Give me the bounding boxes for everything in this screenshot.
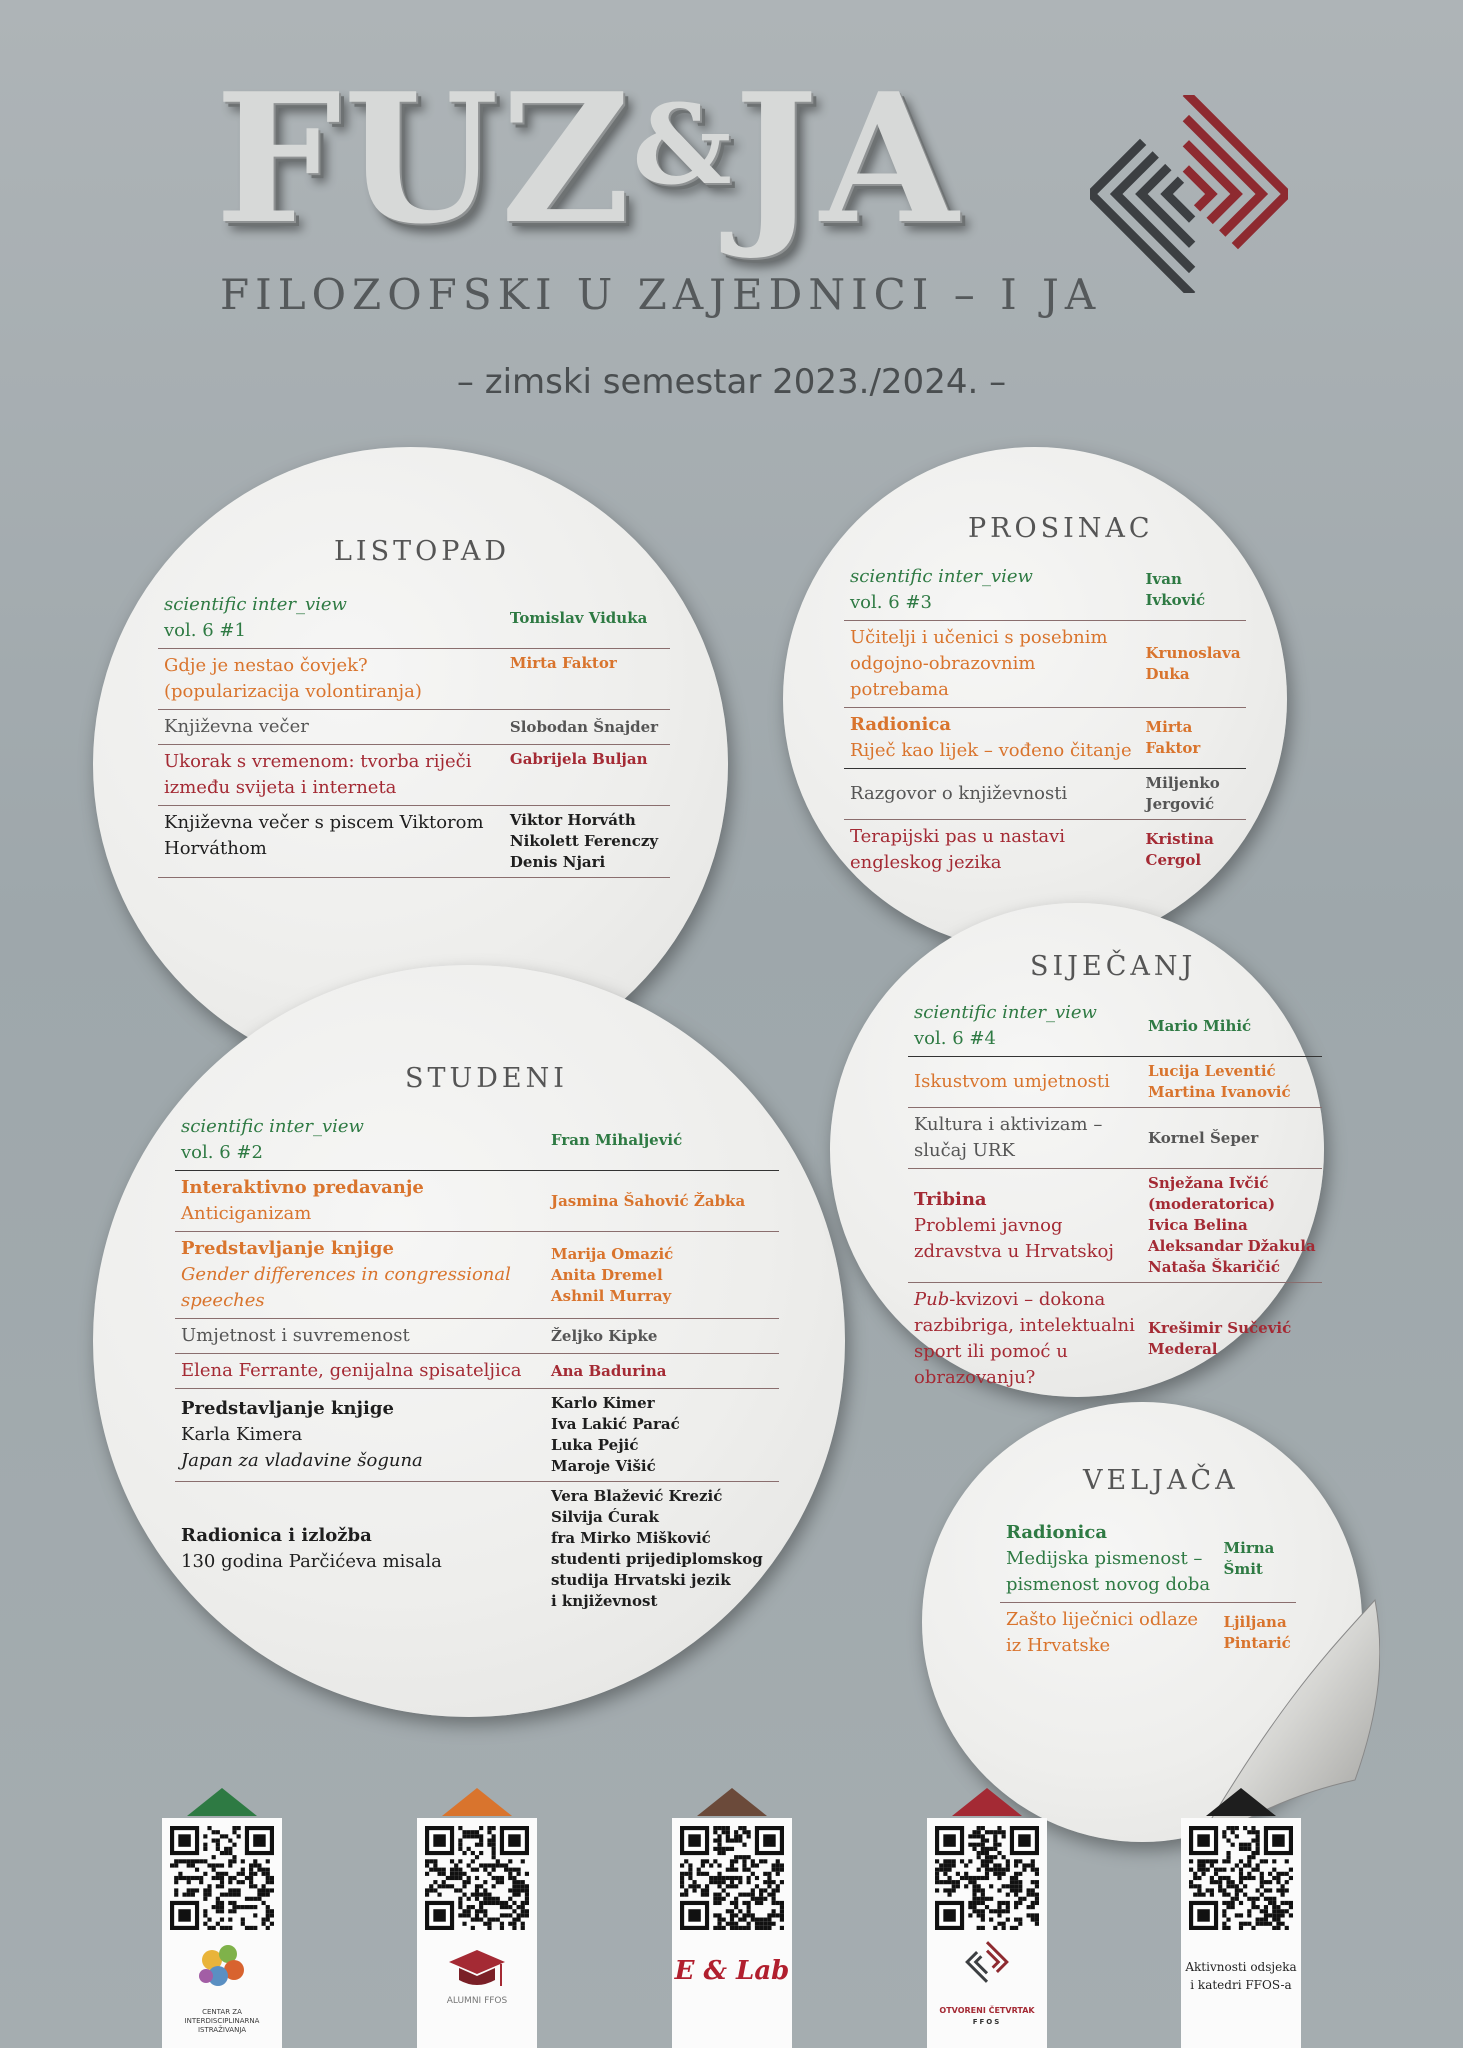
poster-title bbox=[215, 54, 961, 263]
event-title: Terapijski pas u nastavi bbox=[850, 826, 1066, 847]
qr-finder-pattern bbox=[1018, 1834, 1030, 1846]
event-title: scientific inter_view bbox=[164, 594, 347, 615]
qr-finder-pattern bbox=[253, 1834, 265, 1846]
event-title: Elena Ferrante, genijalna spisateljica bbox=[181, 1360, 522, 1381]
speaker: Karlo Kimer bbox=[550, 1394, 655, 1412]
speaker: Nataša Škaričić bbox=[1147, 1258, 1280, 1276]
speaker: Luka Pejić bbox=[550, 1436, 639, 1454]
event-title: Zašto liječnici odlaze bbox=[1006, 1609, 1198, 1630]
event-subtitle: vol. 6 #2 bbox=[181, 1142, 263, 1163]
speaker: Ivica Belina bbox=[1147, 1216, 1248, 1234]
speaker-first: Miljenko bbox=[1145, 774, 1220, 792]
qr-code[interactable] bbox=[935, 1826, 1039, 1930]
speaker-last: Ivković bbox=[1145, 591, 1206, 609]
table-row bbox=[175, 1232, 779, 1319]
event-title: scientific inter_view bbox=[850, 566, 1033, 587]
event-speaker bbox=[1140, 560, 1246, 621]
card-pointer bbox=[952, 1788, 1022, 1816]
event-subtitle: sport ili pomoć u bbox=[914, 1341, 1068, 1362]
qr-code[interactable] bbox=[1189, 1826, 1293, 1930]
event-subtitle: iz Hrvatske bbox=[1006, 1635, 1111, 1656]
qr-finder-pattern bbox=[508, 1834, 520, 1846]
event-speaker bbox=[1142, 1283, 1322, 1396]
speaker-last: Pintarić bbox=[1223, 1634, 1291, 1652]
table-row bbox=[908, 1169, 1322, 1283]
table-row bbox=[908, 1283, 1322, 1396]
card-pointer bbox=[697, 1788, 767, 1816]
speaker: studenti prijediplomskog bbox=[550, 1550, 763, 1568]
table-row bbox=[844, 769, 1246, 820]
table-row bbox=[175, 1389, 779, 1482]
qr-finder-pattern bbox=[943, 1834, 955, 1846]
table-row bbox=[158, 588, 670, 649]
speaker: Marija Omazić bbox=[550, 1244, 674, 1263]
veljaca-heading: VELJAČA bbox=[1083, 1465, 1239, 1496]
elab-logo: E & Lab bbox=[674, 1956, 790, 1986]
table-row bbox=[908, 996, 1322, 1057]
event-title-italic: Pub bbox=[914, 1289, 950, 1310]
event-subtitle: obrazovanju? bbox=[914, 1367, 1036, 1388]
speaker-first: Kristina bbox=[1145, 830, 1214, 848]
event-title: Predstavljanje knjige bbox=[181, 1398, 394, 1419]
table-row bbox=[175, 1319, 779, 1354]
qr-code[interactable] bbox=[170, 1826, 274, 1930]
speaker: Ashnil Murray bbox=[550, 1286, 672, 1305]
table-row bbox=[844, 708, 1246, 769]
speaker: Silvija Ćurak bbox=[550, 1508, 659, 1526]
table-row bbox=[908, 1057, 1322, 1108]
speaker: Mederal bbox=[1147, 1340, 1218, 1358]
speaker: Vera Blažević Krezić bbox=[550, 1487, 723, 1505]
speaker: Snježana Ivčić bbox=[1147, 1174, 1269, 1192]
event-subtitle: slučaj URK bbox=[914, 1140, 1015, 1161]
table-row bbox=[175, 1354, 779, 1389]
speaker-first: Krunoslava bbox=[1145, 644, 1241, 662]
table-row bbox=[158, 745, 670, 806]
event-speaker: Ana Badurina bbox=[550, 1361, 667, 1380]
speaker: Viktor Horváth bbox=[509, 811, 636, 829]
event-title: Književna večer bbox=[164, 716, 309, 737]
event-title: -kvizovi – dokona bbox=[949, 1289, 1106, 1310]
event-speaker: Željko Kipke bbox=[550, 1326, 658, 1345]
event-speakers bbox=[1142, 1169, 1322, 1283]
event-title: Kultura i aktivizam – bbox=[914, 1114, 1103, 1135]
speaker-first: Mirta bbox=[1145, 718, 1193, 736]
table-row bbox=[158, 806, 670, 878]
speaker: studija Hrvatski jezik bbox=[550, 1571, 731, 1589]
qr-finder-pattern bbox=[433, 1909, 445, 1921]
event-title: scientific inter_view bbox=[181, 1116, 364, 1137]
qr-finder-pattern bbox=[943, 1909, 955, 1921]
speaker-last: Duka bbox=[1145, 665, 1190, 683]
speaker: Aleksandar Džakula bbox=[1147, 1237, 1316, 1255]
card-caption: Aktivnosti odsjeka bbox=[1185, 1960, 1297, 1974]
event-subtitle: engleskog jezika bbox=[850, 852, 1002, 873]
graduation-cap-icon bbox=[445, 1946, 509, 1994]
qr-finder-pattern bbox=[1272, 1834, 1284, 1846]
qr-card-alumni[interactable] bbox=[417, 1818, 537, 2048]
event-title: Učitelji i učenici s posebnim bbox=[850, 627, 1108, 648]
card-caption: OTVORENI ČETVRTAK bbox=[939, 2006, 1035, 2015]
event-title: Gdje je nestao čovjek? bbox=[164, 655, 368, 676]
listopad-heading: LISTOPAD bbox=[334, 536, 511, 567]
event-subtitle: Anticiganizam bbox=[181, 1203, 312, 1224]
qr-code[interactable] bbox=[425, 1826, 529, 1930]
event-subtitle: Japan za vladavine šoguna bbox=[181, 1450, 423, 1471]
speaker-first: Ivan bbox=[1145, 570, 1182, 588]
speaker: Denis Njari bbox=[509, 853, 606, 871]
table-row bbox=[844, 621, 1246, 708]
event-subtitle: vol. 6 #4 bbox=[914, 1028, 996, 1049]
event-title: Iskustvom umjetnosti bbox=[914, 1071, 1110, 1092]
semester-label: – zimski semestar 2023./2024. – bbox=[456, 362, 1007, 402]
speaker: Lucija Leventić bbox=[1147, 1062, 1276, 1080]
event-speaker: Gabrijela Buljan bbox=[509, 750, 648, 768]
event-subtitle: odgojno-obrazovnim bbox=[850, 653, 1036, 674]
qr-finder-pattern bbox=[1197, 1834, 1209, 1846]
ffos-maze-small-icon bbox=[965, 1940, 1009, 1984]
table-row bbox=[844, 820, 1246, 881]
qr-card-elab[interactable] bbox=[672, 1818, 792, 2048]
speaker-last: Faktor bbox=[1145, 739, 1201, 757]
event-title: Radionica bbox=[1006, 1522, 1108, 1543]
card-pointer bbox=[442, 1788, 512, 1816]
prosinac-heading: PROSINAC bbox=[968, 513, 1154, 544]
speaker-first: Mirna bbox=[1223, 1539, 1275, 1557]
event-subtitle: Karla Kimera bbox=[181, 1424, 303, 1445]
event-title: Razgovor o književnosti bbox=[850, 783, 1068, 804]
poster-subtitle: FILOZOFSKI U ZAJEDNICI – I JA bbox=[220, 270, 1102, 319]
card-caption: ALUMNI FFOS bbox=[446, 1996, 508, 2006]
card-caption: CENTAR ZA INTERDISCIPLINARNA ISTRAŽIVANJA bbox=[184, 2008, 260, 2034]
event-subtitle: razbibriga, intelektualni bbox=[914, 1315, 1135, 1336]
speaker-last: Šmit bbox=[1223, 1560, 1263, 1578]
qr-card-odsjeci[interactable] bbox=[1181, 1818, 1301, 2048]
card-caption-sub: i katedri FFOS-a bbox=[1190, 1978, 1292, 1992]
card-pointer bbox=[1206, 1788, 1276, 1816]
qr-finder-pattern bbox=[763, 1834, 775, 1846]
event-subtitle: pismenost novog doba bbox=[1006, 1574, 1211, 1595]
table-row bbox=[175, 1171, 779, 1232]
speaker: fra Mirko Mišković bbox=[550, 1529, 711, 1547]
title-main: FUZ bbox=[215, 54, 633, 263]
event-subtitle: između svijeta i interneta bbox=[164, 777, 397, 798]
event-subtitle: Problemi javnog bbox=[914, 1214, 1063, 1236]
event-title: Umjetnost i suvremenost bbox=[181, 1325, 410, 1346]
event-speaker: Tomislav Viduka bbox=[509, 608, 648, 627]
speaker: (moderatorica) bbox=[1147, 1195, 1276, 1213]
qr-finder-pattern bbox=[1197, 1909, 1209, 1921]
event-speaker: Jasmina Šahović Žabka bbox=[550, 1191, 746, 1210]
event-subtitle: zdravstva u Hrvatskoj bbox=[914, 1240, 1114, 1262]
qr-finder-pattern bbox=[178, 1834, 190, 1846]
event-speaker: Fran Mihaljević bbox=[550, 1130, 683, 1149]
table-row bbox=[908, 1108, 1322, 1169]
speaker-last: Cergol bbox=[1145, 851, 1202, 869]
event-subtitle: speeches bbox=[181, 1290, 265, 1311]
qr-code[interactable] bbox=[680, 1826, 784, 1930]
event-speaker: Mirta Faktor bbox=[509, 654, 617, 672]
studeni-heading: STUDENI bbox=[405, 1063, 568, 1094]
event-subtitle: 130 godina Parčićeva misala bbox=[181, 1551, 442, 1572]
table-row bbox=[158, 649, 670, 710]
event-subtitle: Horváthom bbox=[164, 838, 267, 859]
qr-finder-pattern bbox=[178, 1909, 190, 1921]
event-speakers bbox=[504, 806, 670, 878]
event-title: scientific inter_view bbox=[914, 1002, 1097, 1023]
sijecanj-table bbox=[908, 996, 1322, 1395]
event-subtitle: Riječ kao lijek – vođeno čitanje bbox=[850, 740, 1132, 761]
speaker-last: Jergović bbox=[1145, 795, 1215, 813]
speaker: Iva Lakić Parać bbox=[550, 1415, 680, 1433]
sijecanj-heading: SIJEČANJ bbox=[1030, 951, 1197, 982]
speaker: Anita Dremel bbox=[550, 1265, 663, 1284]
table-row bbox=[158, 710, 670, 745]
card-pointer bbox=[187, 1788, 257, 1816]
event-speaker bbox=[1140, 621, 1246, 708]
studeni-table bbox=[175, 1110, 779, 1616]
event-title: Radionica i izložba bbox=[181, 1525, 372, 1546]
cii-logo-icon bbox=[192, 1938, 252, 1998]
event-speakers bbox=[1142, 1057, 1322, 1108]
event-subtitle: vol. 6 #1 bbox=[164, 620, 246, 641]
event-title: Tribina bbox=[914, 1188, 987, 1210]
event-speaker: Slobodan Šnajder bbox=[509, 717, 659, 736]
event-speaker: Mario Mihić bbox=[1147, 1016, 1252, 1035]
ffos-maze-logo bbox=[1090, 95, 1288, 293]
event-speaker bbox=[1140, 820, 1246, 881]
event-speaker: Kornel Šeper bbox=[1147, 1128, 1259, 1147]
qr-card-interdisciplinary[interactable] bbox=[162, 1818, 282, 2048]
event-subtitle: potrebama bbox=[850, 679, 949, 700]
event-speakers bbox=[545, 1482, 779, 1617]
event-subtitle: vol. 6 #3 bbox=[850, 592, 932, 613]
table-row bbox=[175, 1110, 779, 1171]
event-title: Predstavljanje knjige bbox=[181, 1238, 394, 1259]
qr-finder-pattern bbox=[688, 1909, 700, 1921]
event-speakers bbox=[545, 1389, 779, 1482]
event-subtitle: Medijska pismenost – bbox=[1006, 1548, 1203, 1569]
speaker: Krešimir Sučević bbox=[1147, 1319, 1292, 1337]
card-caption-sub: FFOS bbox=[972, 2018, 1002, 2026]
speaker-first: Ljiljana bbox=[1223, 1613, 1287, 1631]
speaker: Maroje Višić bbox=[550, 1457, 656, 1475]
event-subtitle: (popularizacija volontiranja) bbox=[164, 681, 422, 702]
event-speaker bbox=[1140, 769, 1246, 820]
prosinac-table bbox=[844, 560, 1246, 880]
event-subtitle: Gender differences in congressional bbox=[181, 1264, 511, 1285]
event-title: Ukorak s vremenom: tvorba riječi bbox=[164, 751, 472, 772]
speaker: i književnost bbox=[550, 1592, 658, 1610]
qr-card-otvoreni-cetvrtak[interactable] bbox=[927, 1818, 1047, 2048]
speaker: Martina Ivanović bbox=[1147, 1083, 1291, 1101]
qr-finder-pattern bbox=[433, 1834, 445, 1846]
table-row bbox=[175, 1482, 779, 1617]
title-ampersand: & bbox=[632, 80, 734, 209]
title-end: JA bbox=[733, 54, 961, 263]
qr-finder-pattern bbox=[688, 1834, 700, 1846]
event-title: Interaktivno predavanje bbox=[181, 1177, 424, 1198]
event-title: Radionica bbox=[850, 714, 952, 735]
table-row bbox=[844, 560, 1246, 621]
listopad-table bbox=[158, 588, 670, 878]
event-speaker bbox=[1140, 708, 1246, 769]
event-title: Književna večer s piscem Viktorom bbox=[164, 812, 484, 833]
speaker: Nikolett Ferenczy bbox=[509, 832, 659, 850]
event-speakers bbox=[545, 1232, 779, 1319]
